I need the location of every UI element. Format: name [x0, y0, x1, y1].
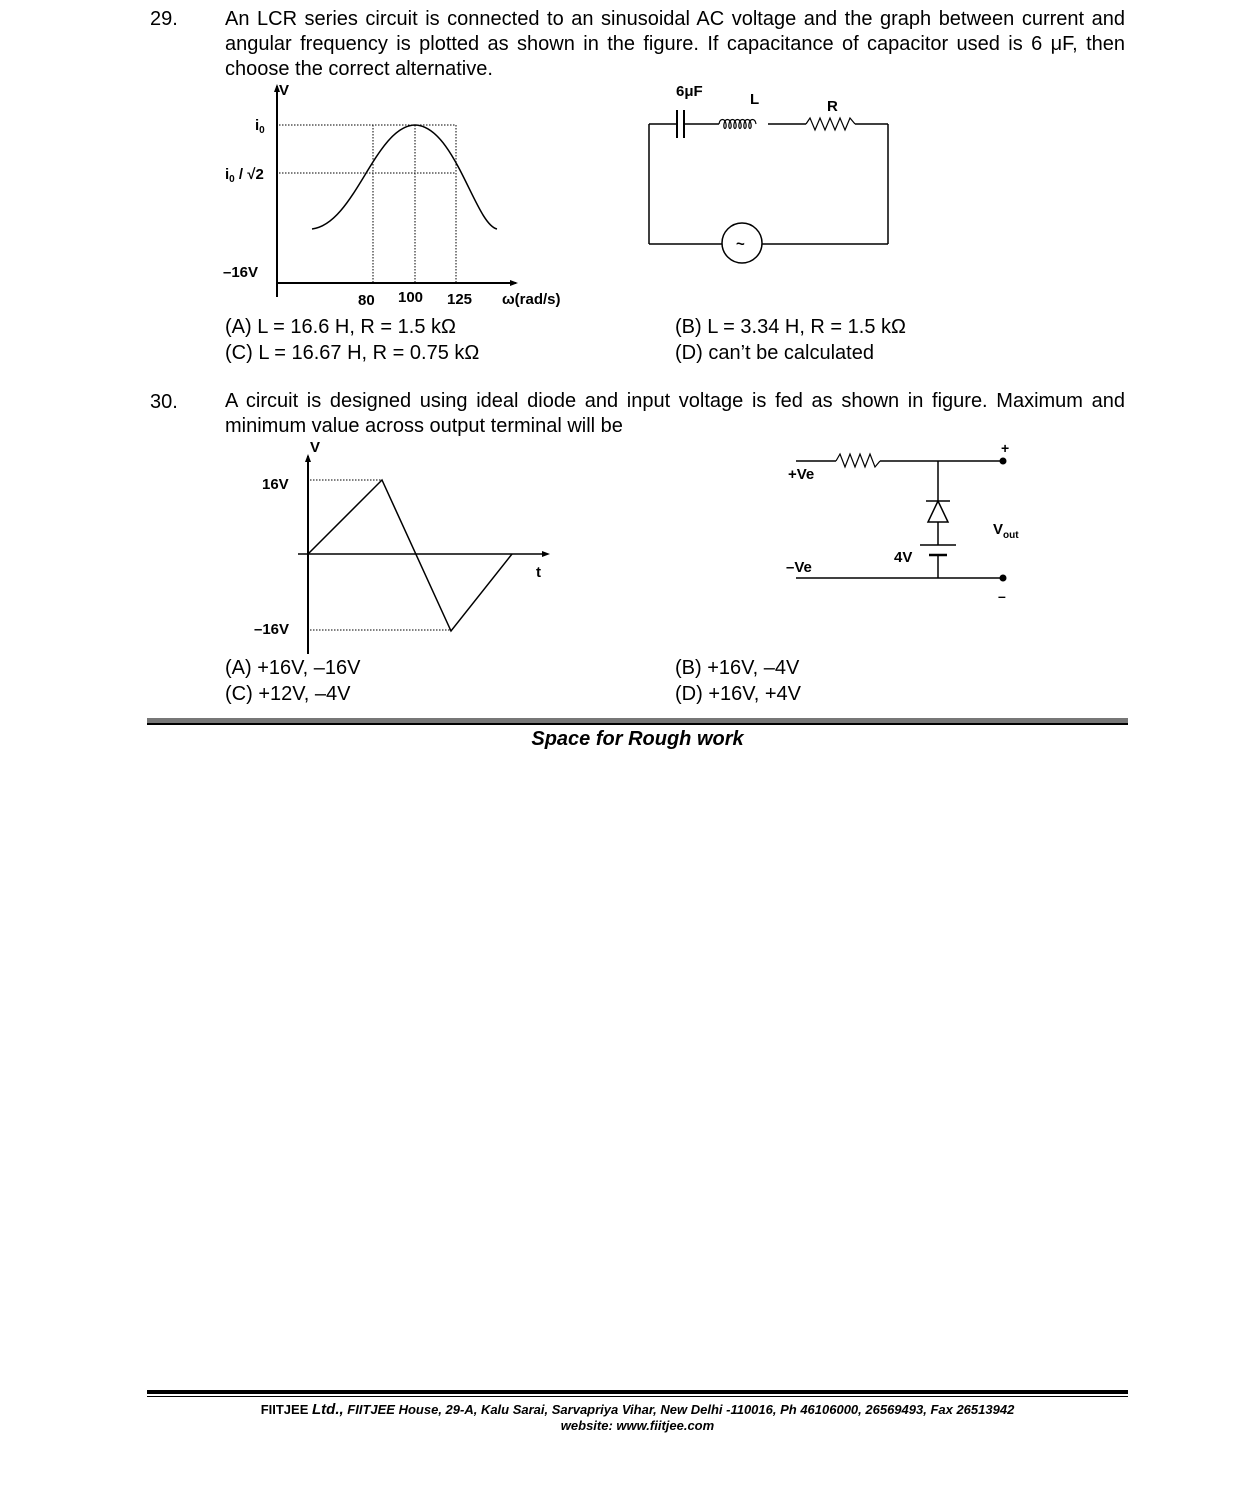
label-pos16v: 16V	[262, 476, 289, 493]
y-axis-label: V	[310, 439, 321, 456]
q29-option-a: (A) L = 16.6 H, R = 1.5 kΩ	[225, 316, 456, 338]
q29-option-c: (C) L = 16.67 H, R = 0.75 kΩ	[225, 342, 480, 364]
separator-black	[147, 723, 1128, 725]
inductor-coil	[719, 120, 756, 129]
label-i0: $i_0$	[255, 117, 265, 136]
diode-symbol	[928, 501, 948, 522]
x-tick-80: 80	[358, 292, 375, 309]
question-29-text: An LCR series circuit is connected to an sinusoidal AC voltage and the graph between current and angular frequency is plotted as shown in the figure. If capacitance of capacitor used is 6 μF, then choose the correct alternative.	[225, 8, 1125, 80]
x-tick-125: 125	[447, 291, 473, 308]
question-30-text: A circuit is designed using ideal diode and input voltage is fed as shown in figure. Maximum and minimum value across output terminal will be	[225, 390, 1125, 437]
footer-rule-thin	[147, 1396, 1128, 1397]
q30-option-a: (A) +16V, –16V	[225, 657, 361, 679]
question-29-number: 29.	[150, 8, 178, 30]
triangular-wave	[308, 480, 512, 631]
minus-sign: –	[998, 588, 1006, 604]
footer-address	[147, 1402, 1128, 1418]
label-neg-ve: –Ve	[786, 559, 812, 576]
q30-option-c: (C) +12V, –4V	[225, 683, 351, 705]
lcr-circuit-diagram	[640, 78, 900, 268]
x-axis-arrow	[510, 280, 518, 286]
q30-option-d: (D) +16V, +4V	[675, 683, 802, 705]
y-axis-label: V	[279, 82, 290, 99]
label-neg16v: –16V	[223, 264, 259, 281]
x-tick-100: 100	[398, 289, 424, 306]
footer-rule-thick	[147, 1390, 1128, 1394]
diode-clipper-circuit	[780, 438, 1030, 608]
resonance-curve-graph	[215, 78, 575, 313]
label-i0-root2: $i_0 / √2$	[225, 166, 264, 185]
resistor-label: R	[827, 98, 838, 115]
rough-work-heading: Space for Rough work	[531, 728, 744, 750]
series-resistor	[836, 454, 880, 467]
footer-address-text: FIITJEE House, 29-A, Kalu Sarai, Sarvapriya Vihar, New Delhi -110016, Ph 46106000, 26569493, Fax 26513942	[347, 1402, 1015, 1417]
vout-label: $V_{out}$	[993, 521, 1019, 541]
q30-option-b: (B) +16V, –4V	[675, 657, 800, 679]
x-axis-label: t	[536, 564, 541, 581]
footer-brand: FIITJEE	[260, 1402, 309, 1417]
output-terminal-minus	[1000, 575, 1007, 582]
resonance-curve	[312, 125, 497, 229]
q29-option-b: (B) L = 3.34 H, R = 1.5 kΩ	[675, 316, 906, 338]
input-waveform-graph	[245, 432, 565, 657]
capacitor-label: 6μF	[676, 83, 703, 100]
battery-label: 4V	[894, 549, 913, 566]
footer-ltd: Ltd.,	[312, 1401, 344, 1418]
plus-sign: +	[1001, 440, 1010, 456]
label-pos-ve: +Ve	[788, 466, 815, 483]
footer-website: website: www.fiitjee.com	[560, 1418, 715, 1433]
q29-option-d: (D) can’t be calculated	[675, 342, 874, 364]
question-30-number: 30.	[150, 391, 178, 413]
x-axis-label: ω(rad/s)	[502, 291, 561, 308]
inductor-label: L	[750, 91, 760, 108]
output-terminal-plus	[1000, 458, 1007, 465]
ac-source-symbol: ~	[736, 236, 745, 253]
label-neg16v: –16V	[254, 621, 290, 638]
x-axis-arrow	[542, 551, 550, 557]
resistor-zigzag	[806, 118, 855, 130]
